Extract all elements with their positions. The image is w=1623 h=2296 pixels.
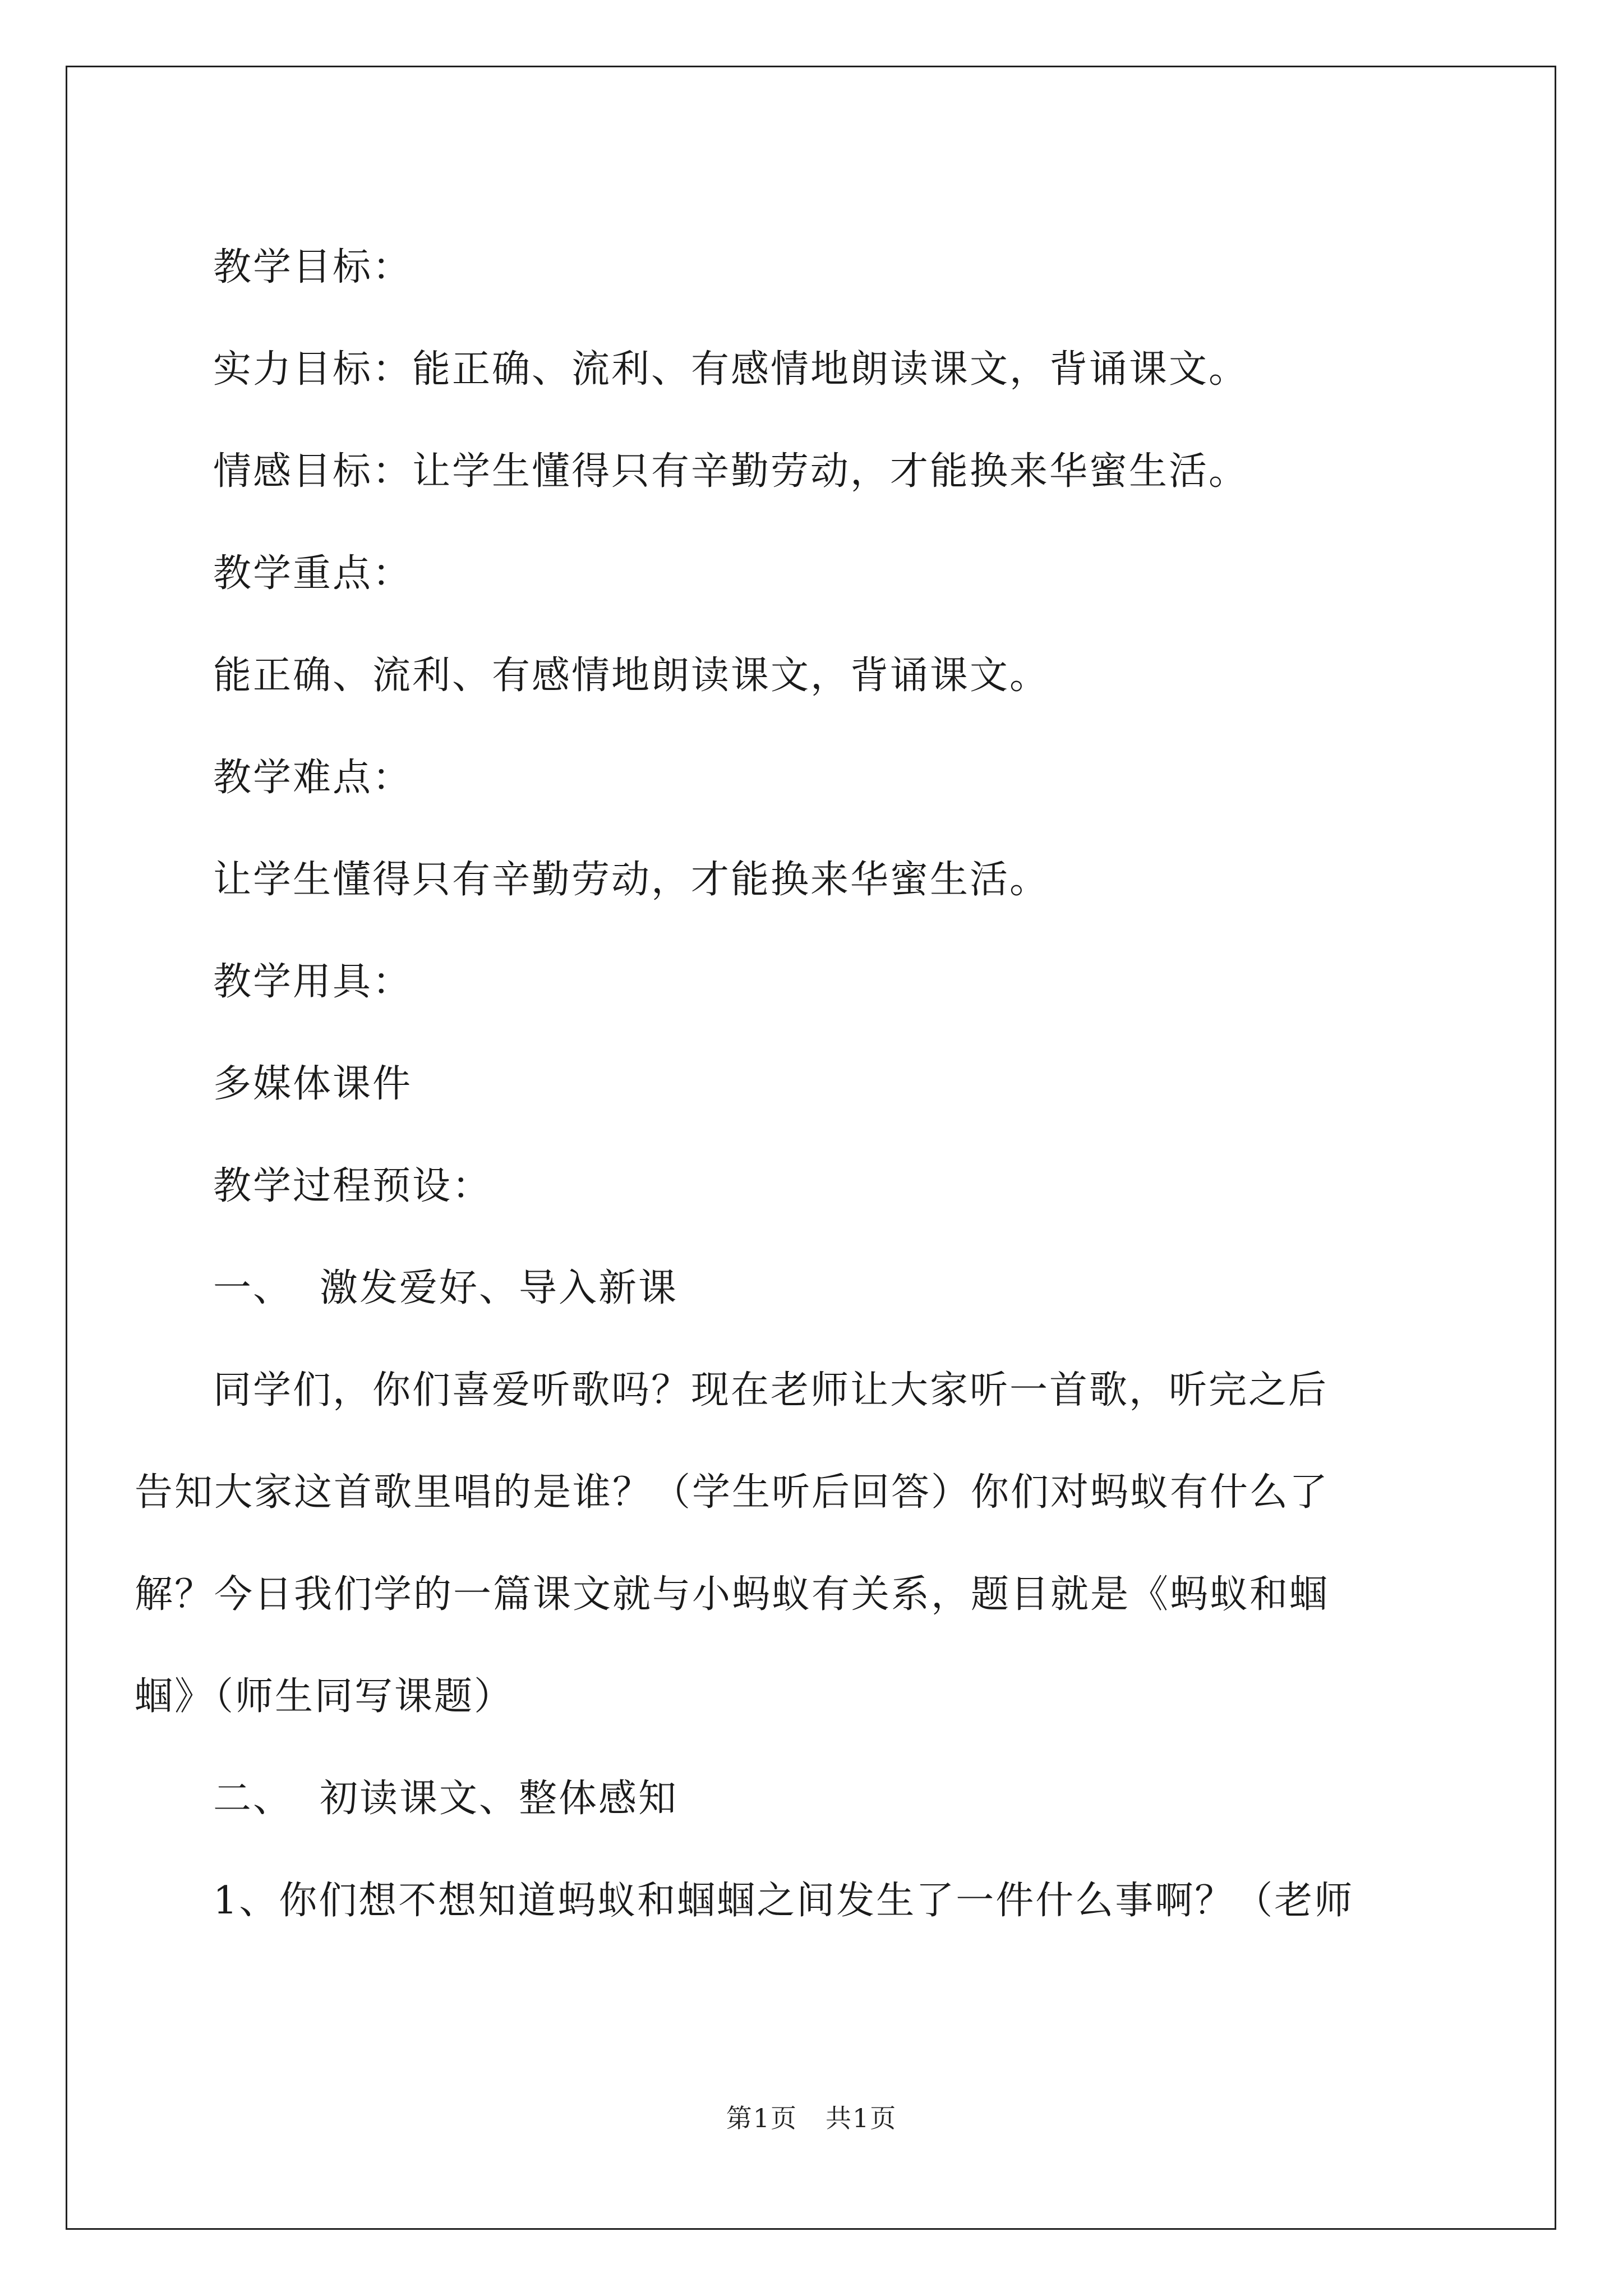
difficulty-text: 让学生懂得只有辛勤劳动，才能换来华蜜生活。 [213, 858, 1050, 902]
process-heading: 教学过程预设： [213, 1164, 492, 1208]
paragraph-line: 蝈》（师生同写课题） [135, 1674, 514, 1719]
tools-text: 多媒体课件 [213, 1062, 413, 1106]
ability-goal: 实力目标：能正确、流利、有感情地朗读课文，背诵课文。 [213, 347, 1249, 392]
page-number: 第1页 [726, 2103, 797, 2133]
section-heading-2 [135, 1748, 1424, 1850]
section-number: 一、 [213, 1266, 293, 1310]
section-title: 激发爱好、导入新课 [320, 1266, 679, 1310]
paragraph-line: 同学们，你们喜爱听歌吗？现在老师让大家听一首歌，听完之后 [213, 1368, 1329, 1412]
paragraph-line: 解？今日我们学的一篇课文就与小蚂蚁有关系，题目就是《蚂蚁和蝈 [135, 1572, 1330, 1617]
tools-heading: 教学用具： [213, 960, 413, 1004]
document-body [135, 217, 1424, 1952]
key-points-heading: 教学重点： [213, 551, 413, 596]
paragraph-line: 告知大家这首歌里唱的是谁？（学生听后回答）你们对蚂蚁有什么了 [135, 1470, 1330, 1515]
section-heading-1 [135, 1237, 1424, 1340]
key-points-text: 能正确、流利、有感情地朗读课文，背诵课文。 [213, 654, 1050, 698]
teaching-goals-heading: 教学目标： [213, 245, 413, 289]
page-total: 共1页 [826, 2103, 897, 2133]
paragraph-line: 1、你们想不想知道蚂蚁和蝈蝈之间发生了一件什么事啊？（老师 [213, 1879, 1354, 1923]
difficulty-heading: 教学难点： [213, 756, 413, 800]
emotion-goal: 情感目标：让学生懂得只有辛勤劳动，才能换来华蜜生活。 [213, 449, 1249, 494]
section-number: 二、 [213, 1777, 293, 1821]
page-footer [0, 2098, 1623, 2135]
section-title: 初读课文、整体感知 [320, 1777, 679, 1821]
